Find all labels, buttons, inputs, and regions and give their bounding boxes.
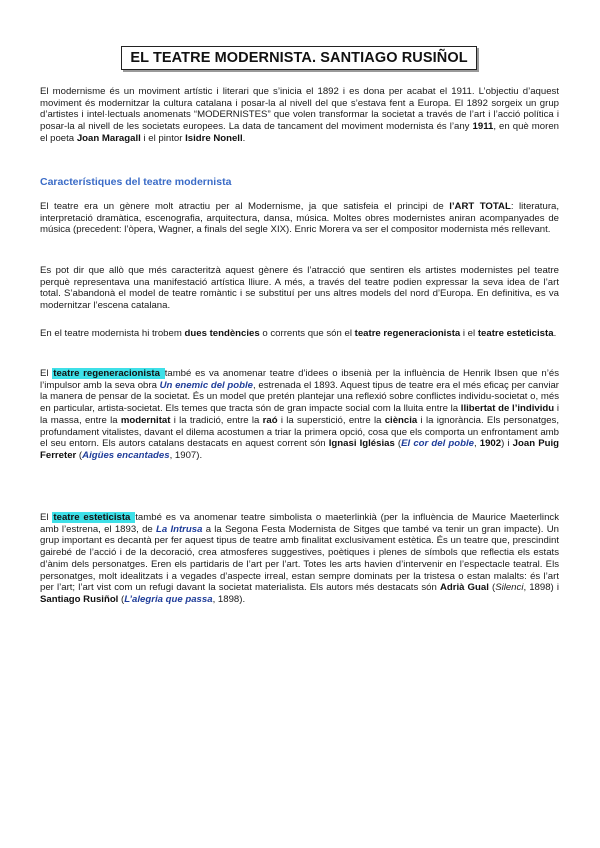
bold-text: 1911: [472, 121, 494, 133]
text: i la massa, entre la: [40, 403, 559, 426]
text: El teatre era un gènere molt atractiu per al Modernisme, ja que satisfeia el principi de: [40, 201, 450, 212]
bold-text: modernitat: [120, 414, 171, 426]
bold-text: 1902: [479, 438, 502, 450]
text: El: [40, 512, 53, 523]
intro-paragraph: [40, 86, 559, 145]
bold-text: l’ART TOTAL: [449, 201, 511, 212]
italic-title: Silenci: [495, 582, 524, 594]
aestheticist-paragraph: [40, 512, 559, 606]
text: (: [118, 593, 125, 605]
text: i la tradició, entre la: [170, 414, 263, 426]
highlighted-term: teatre regeneracionista: [53, 368, 164, 379]
text: i la superstició, entre la: [277, 414, 385, 426]
title-box: [121, 46, 477, 70]
bold-text: teatre regeneracionista: [354, 328, 461, 339]
text: , estrenada el 1893. Aquest tipus de teatre era el més eficaç per canviar la manera de pensar de la societat. És un model que pretén plantejar una reflexió sobre conflictes individu-societat o, més en particular, artista-societat. Els temes que tracta són de gran impacte social com la lluita entre la: [40, 379, 559, 415]
text: també es va anomenar teatre simbolista o maeterlinkià (per la influència de Maurice Maeterlinck amb l’estrena, el 1893, de: [40, 512, 559, 535]
text: En el teatre modernista hi trobem: [40, 328, 185, 339]
text: (: [394, 438, 402, 450]
text: (: [76, 449, 83, 461]
text: a la Segona Festa Modernista de Sitges que també va tenir un gran impacte). Un grup important es decantà per fer aquest tipus de teatre amb finalitat exclusivament estètica. És un teatre que, prescindint gairebé de l’acció i de la decoració, crea atmosferes suggestives, poètiques i plenes de símbols que reflectia els estats d’ànim dels personatges. Eren els partidaris de l’art per l’art. Totes les arts havien d’intervenir en l’espectacle teatral. Els personatges, molt idealitzats i a vegades d’aspecte irreal, estan sempre dominats per la tristesa o estan malalts: és l’art per l’art; l’art vist com un refugi davant la societat materialista. Els autors més destacats són: [40, 523, 559, 594]
bold-text: Joan Puig Ferreter: [40, 438, 559, 461]
regenerationist-paragraph: [40, 368, 559, 462]
attraction-paragraph: [40, 265, 559, 312]
bold-text: Santiago Rusiñol: [40, 593, 119, 605]
bold-text: Ignasi Iglésias: [328, 438, 395, 450]
tendencies-paragraph: [40, 328, 559, 340]
bold-text: ciència: [384, 414, 418, 426]
text: , en què moren el poeta: [40, 121, 559, 144]
bold-text: Isidre Nonell: [185, 132, 243, 144]
text: : literatura, interpretació dramàtica, escenografia, arquitectura, dansa, música. Moltes obres modernistes aniran acompanyades de música (precedent: l’òpera, Wagner, a finals del segle XIX). Enric Morera va ser el compositor modernista més rellevant.: [40, 201, 560, 236]
work-title: La Intrusa: [156, 523, 203, 535]
text: i la ignorància. Els personatges, profundament vitalistes, davant el dilema acostumen a triar la primera opció, cosa que els comporta un enfrontament amb el seu entorn. Els autors catalans destacats en aquest corrent són: [40, 414, 559, 450]
text: i el: [460, 328, 478, 339]
work-title: L’alegria que passa: [124, 593, 213, 605]
text: , 1907).: [169, 449, 203, 461]
text: ,: [473, 438, 480, 450]
bold-text: llibertat de l’individu: [460, 403, 555, 415]
work-title: Un enemic del poble: [159, 379, 253, 391]
text: ) i: [501, 438, 513, 450]
work-title: Aigües encantades: [82, 449, 170, 461]
bold-text: teatre esteticista: [477, 328, 554, 339]
text: , 1898).: [212, 593, 246, 605]
highlighted-term: teatre esteticista: [53, 512, 135, 523]
text: o corrents que són el: [259, 328, 355, 339]
text: .: [242, 132, 246, 144]
text: (: [488, 582, 496, 594]
text: El modernisme és un moviment artístic i literari que s’inicia el 1892 i es dona per acabat el 1911. L’objectiu d’aquest moviment és modernitzar la cultura catalana i posar-la al nivell del que s’estava fent a Europa. El 1892 sorgeix un grup d’artistes i intel·lectuals anomenats “MODERNISTES” que volen transformar la societat a través de l’art i l’acció política i posar-la al nivell de les societats europees. La data de tancament del moviment modernista és l’any: [40, 86, 559, 133]
text: i el pintor: [140, 132, 186, 144]
bold-text: dues tendències: [184, 328, 260, 339]
text: també es va anomenar teatre d’idees o ibsenià per la influència de Henrik Ibsen que n’és l’impulsor amb la seva obra: [40, 368, 559, 391]
text: .: [553, 328, 557, 339]
text: Es pot dir que allò que més caracteritzà aquest gènere és l’atracció que sentiren els artistes modernistes pel teatre perquè representava una manifestació artística lliure. A més, a través del teatre podien expressar la seva idea de l’art total. S’abandonà el model de teatre romàntic i se substituí per uns altres models del nord d’Europa. En definitiva, es va modernitzar l’escena catalana.: [40, 265, 559, 312]
total-art-paragraph: [40, 201, 559, 236]
bold-text: Joan Maragall: [76, 132, 141, 144]
text: El: [40, 368, 53, 379]
bold-text: raó: [262, 414, 278, 426]
page-title: EL TEATRE MODERNISTA. SANTIAGO RUSIÑOL: [130, 50, 468, 66]
section-heading: Característiques del teatre modernista: [40, 176, 232, 188]
bold-text: Adrià Gual: [439, 582, 489, 594]
work-title: El cor del poble: [401, 438, 474, 450]
text: , 1898) i: [523, 582, 559, 594]
